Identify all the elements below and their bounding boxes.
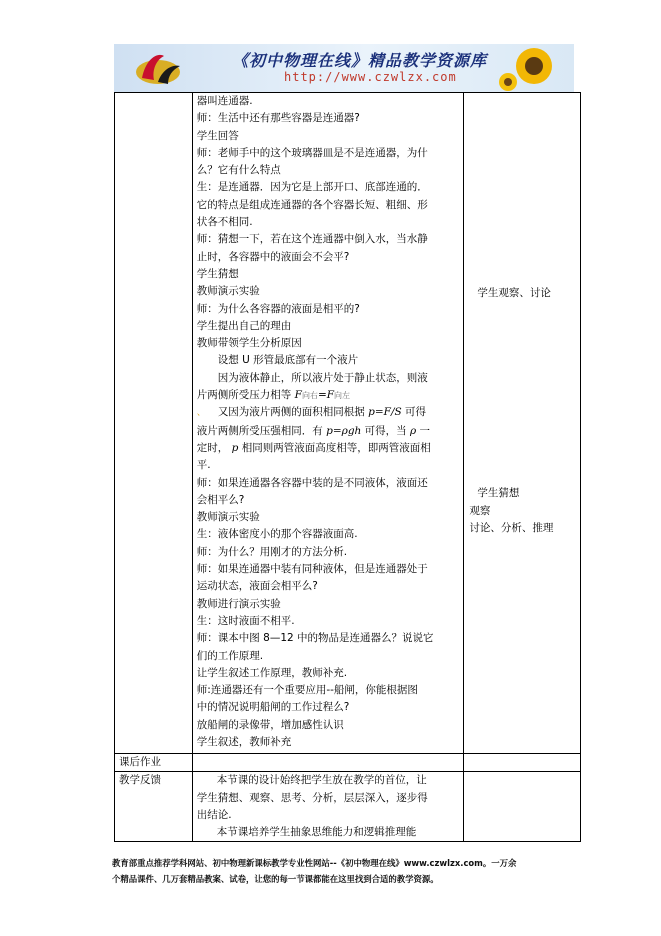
- page-footer: [112, 855, 552, 887]
- teaching-process-cell: [192, 93, 464, 754]
- formula-symbol: F: [326, 389, 335, 402]
- banner-url[interactable]: http://www.czwlzx.com: [284, 70, 457, 84]
- text-fragment: 定时，: [196, 441, 229, 454]
- formula-line: [197, 423, 462, 440]
- lesson-plan-table: [114, 92, 581, 842]
- text-fragment: 液片两侧所受压强相同．有: [196, 424, 323, 437]
- text-line: 生：这时液面不相平.: [196, 614, 295, 627]
- text-line: 中的情况说明船闸的工作过程么?: [196, 701, 350, 714]
- formula-symbol: F: [294, 389, 302, 402]
- student-activity-cell: [464, 93, 581, 754]
- feedback-content-cell: [192, 772, 464, 842]
- formula-symbol: ρ: [410, 424, 417, 437]
- text-line: 教师带领学生分析原因: [196, 337, 302, 350]
- text-line: 因为液体静止，所以液片处于静止状态，则液: [217, 371, 428, 384]
- feedback-label: 教学反馈: [115, 772, 193, 842]
- text-fragment: 又因为液片两侧的面积相同根据: [217, 406, 365, 419]
- sunflower-icon: [496, 44, 566, 92]
- text-fragment: 一: [419, 424, 431, 437]
- text-line: 师：猜想一下，若在这个连通器中倒入水，当水静: [196, 233, 428, 246]
- formula-line: [197, 440, 462, 457]
- text-line: 们的工作原理.: [196, 649, 264, 662]
- text-line: 设想 U 形管最底部有一个液片: [217, 354, 359, 367]
- text-line: 教师演示实验: [196, 511, 260, 524]
- text-line: 出结论.: [196, 808, 232, 821]
- text-line: 师：如果连通器中装有同种液体，但是连通器处于: [196, 563, 428, 576]
- text-line: 运动状态，液面会相平么?: [196, 580, 318, 593]
- text-line: 平.: [196, 459, 211, 472]
- formula-subscript: 向右: [301, 391, 318, 401]
- footer-line: 个精品课件、几万套精品教案、试卷，让您的每一节课都能在这里找到合适的教学资源。: [112, 874, 439, 884]
- text-fragment: 可得，当: [364, 424, 407, 437]
- text-line: 止时，各容器中的液面会不会平?: [196, 250, 350, 263]
- text-line: 让学生叙述工作原理，教师补充.: [196, 666, 348, 679]
- bullet-mark: 、: [196, 408, 206, 419]
- text-fragment: 片两侧所受压力相等: [196, 389, 292, 402]
- text-line: 师:连通器还有一个重要应用--船闸，你能根据图: [196, 684, 418, 697]
- note-discuss: 讨论、分析、推理: [469, 521, 554, 534]
- text-line: 么？它有什么特点: [196, 164, 281, 177]
- text-line: 学生回答: [196, 129, 239, 142]
- table-row: [115, 754, 581, 772]
- formula-subscript: 向左: [334, 391, 351, 401]
- feedback-note-cell: [464, 772, 581, 842]
- text-line: 本节课的设计始终把学生放在教学的首位，让: [216, 774, 427, 787]
- text-line: 状各不相同.: [196, 216, 253, 229]
- formula-line: [197, 404, 462, 422]
- note-watch: 观察: [469, 504, 491, 517]
- formula-line: 片两侧所受压力相等 F向右=F向左: [196, 389, 351, 402]
- row-label-cell: [115, 93, 193, 754]
- text-line: 学生提出自己的理由: [196, 319, 292, 332]
- text-line: 教师演示实验: [196, 285, 260, 298]
- text-line: 学生猜想: [196, 267, 239, 280]
- homework-note-cell: [464, 754, 581, 772]
- note-observe: 学生观察、讨论: [477, 287, 551, 299]
- text-line: 师：老师手中的这个玻璃器皿是不是连通器，为什: [196, 146, 428, 159]
- text-line: 放船闸的录像带，增加感性认识: [196, 718, 344, 731]
- text-line: 师：为什么？用刚才的方法分析.: [196, 545, 348, 558]
- text-line: 师：课本中图 8—12 中的物品是连通器么？说说它: [196, 632, 434, 645]
- footer-line: 教育部重点推荐学科网站、初中物理新课标教学专业性网站--《初中物理在线》www.czwlzx.com。一万余: [112, 858, 517, 868]
- text-line: 生：是连通器．因为它是上部开口、底部连通的．: [196, 181, 428, 194]
- text-line: 师：为什么各容器的液面是相平的?: [196, 302, 360, 315]
- text-line: 生：液体密度小的那个容器液面高.: [196, 528, 358, 541]
- text-line: 教师进行演示实验: [196, 597, 281, 610]
- site-logo-icon: [128, 48, 184, 88]
- text-fragment: 相同则两管液面高度相等，即两管液面相: [241, 441, 431, 454]
- text-line: 学生猜想、观察、思考、分析，层层深入，逐步得: [196, 791, 428, 804]
- formula-symbol: p: [231, 441, 239, 454]
- text-line: 器叫连通器.: [196, 95, 253, 107]
- homework-content-cell: [192, 754, 464, 772]
- header-banner: [114, 44, 574, 92]
- table-row: [115, 93, 581, 754]
- table-row: [115, 772, 581, 842]
- formula-pressure: p=F/S: [368, 406, 402, 419]
- formula-liquid-pressure: p=ρgh: [326, 424, 362, 437]
- text-line: 本节课培养学生抽象思维能力和逻辑推理能: [216, 826, 417, 839]
- text-line: 会相平么?: [196, 493, 245, 506]
- note-guess: 学生猜想: [477, 487, 520, 500]
- homework-label: 课后作业: [115, 754, 193, 772]
- text-line: 师：生活中还有那些容器是连通器?: [196, 112, 360, 125]
- text-line: 学生叙述，教师补充: [196, 735, 292, 748]
- text-line: 师：如果连通器各容器中装的是不同液体，液面还: [196, 476, 428, 489]
- banner-title: 《初中物理在线》精品教学资源库: [232, 51, 488, 70]
- text-line: 它的特点是组成连通器的各个容器长短、粗细、形: [196, 198, 428, 211]
- text-fragment: 可得: [405, 406, 427, 419]
